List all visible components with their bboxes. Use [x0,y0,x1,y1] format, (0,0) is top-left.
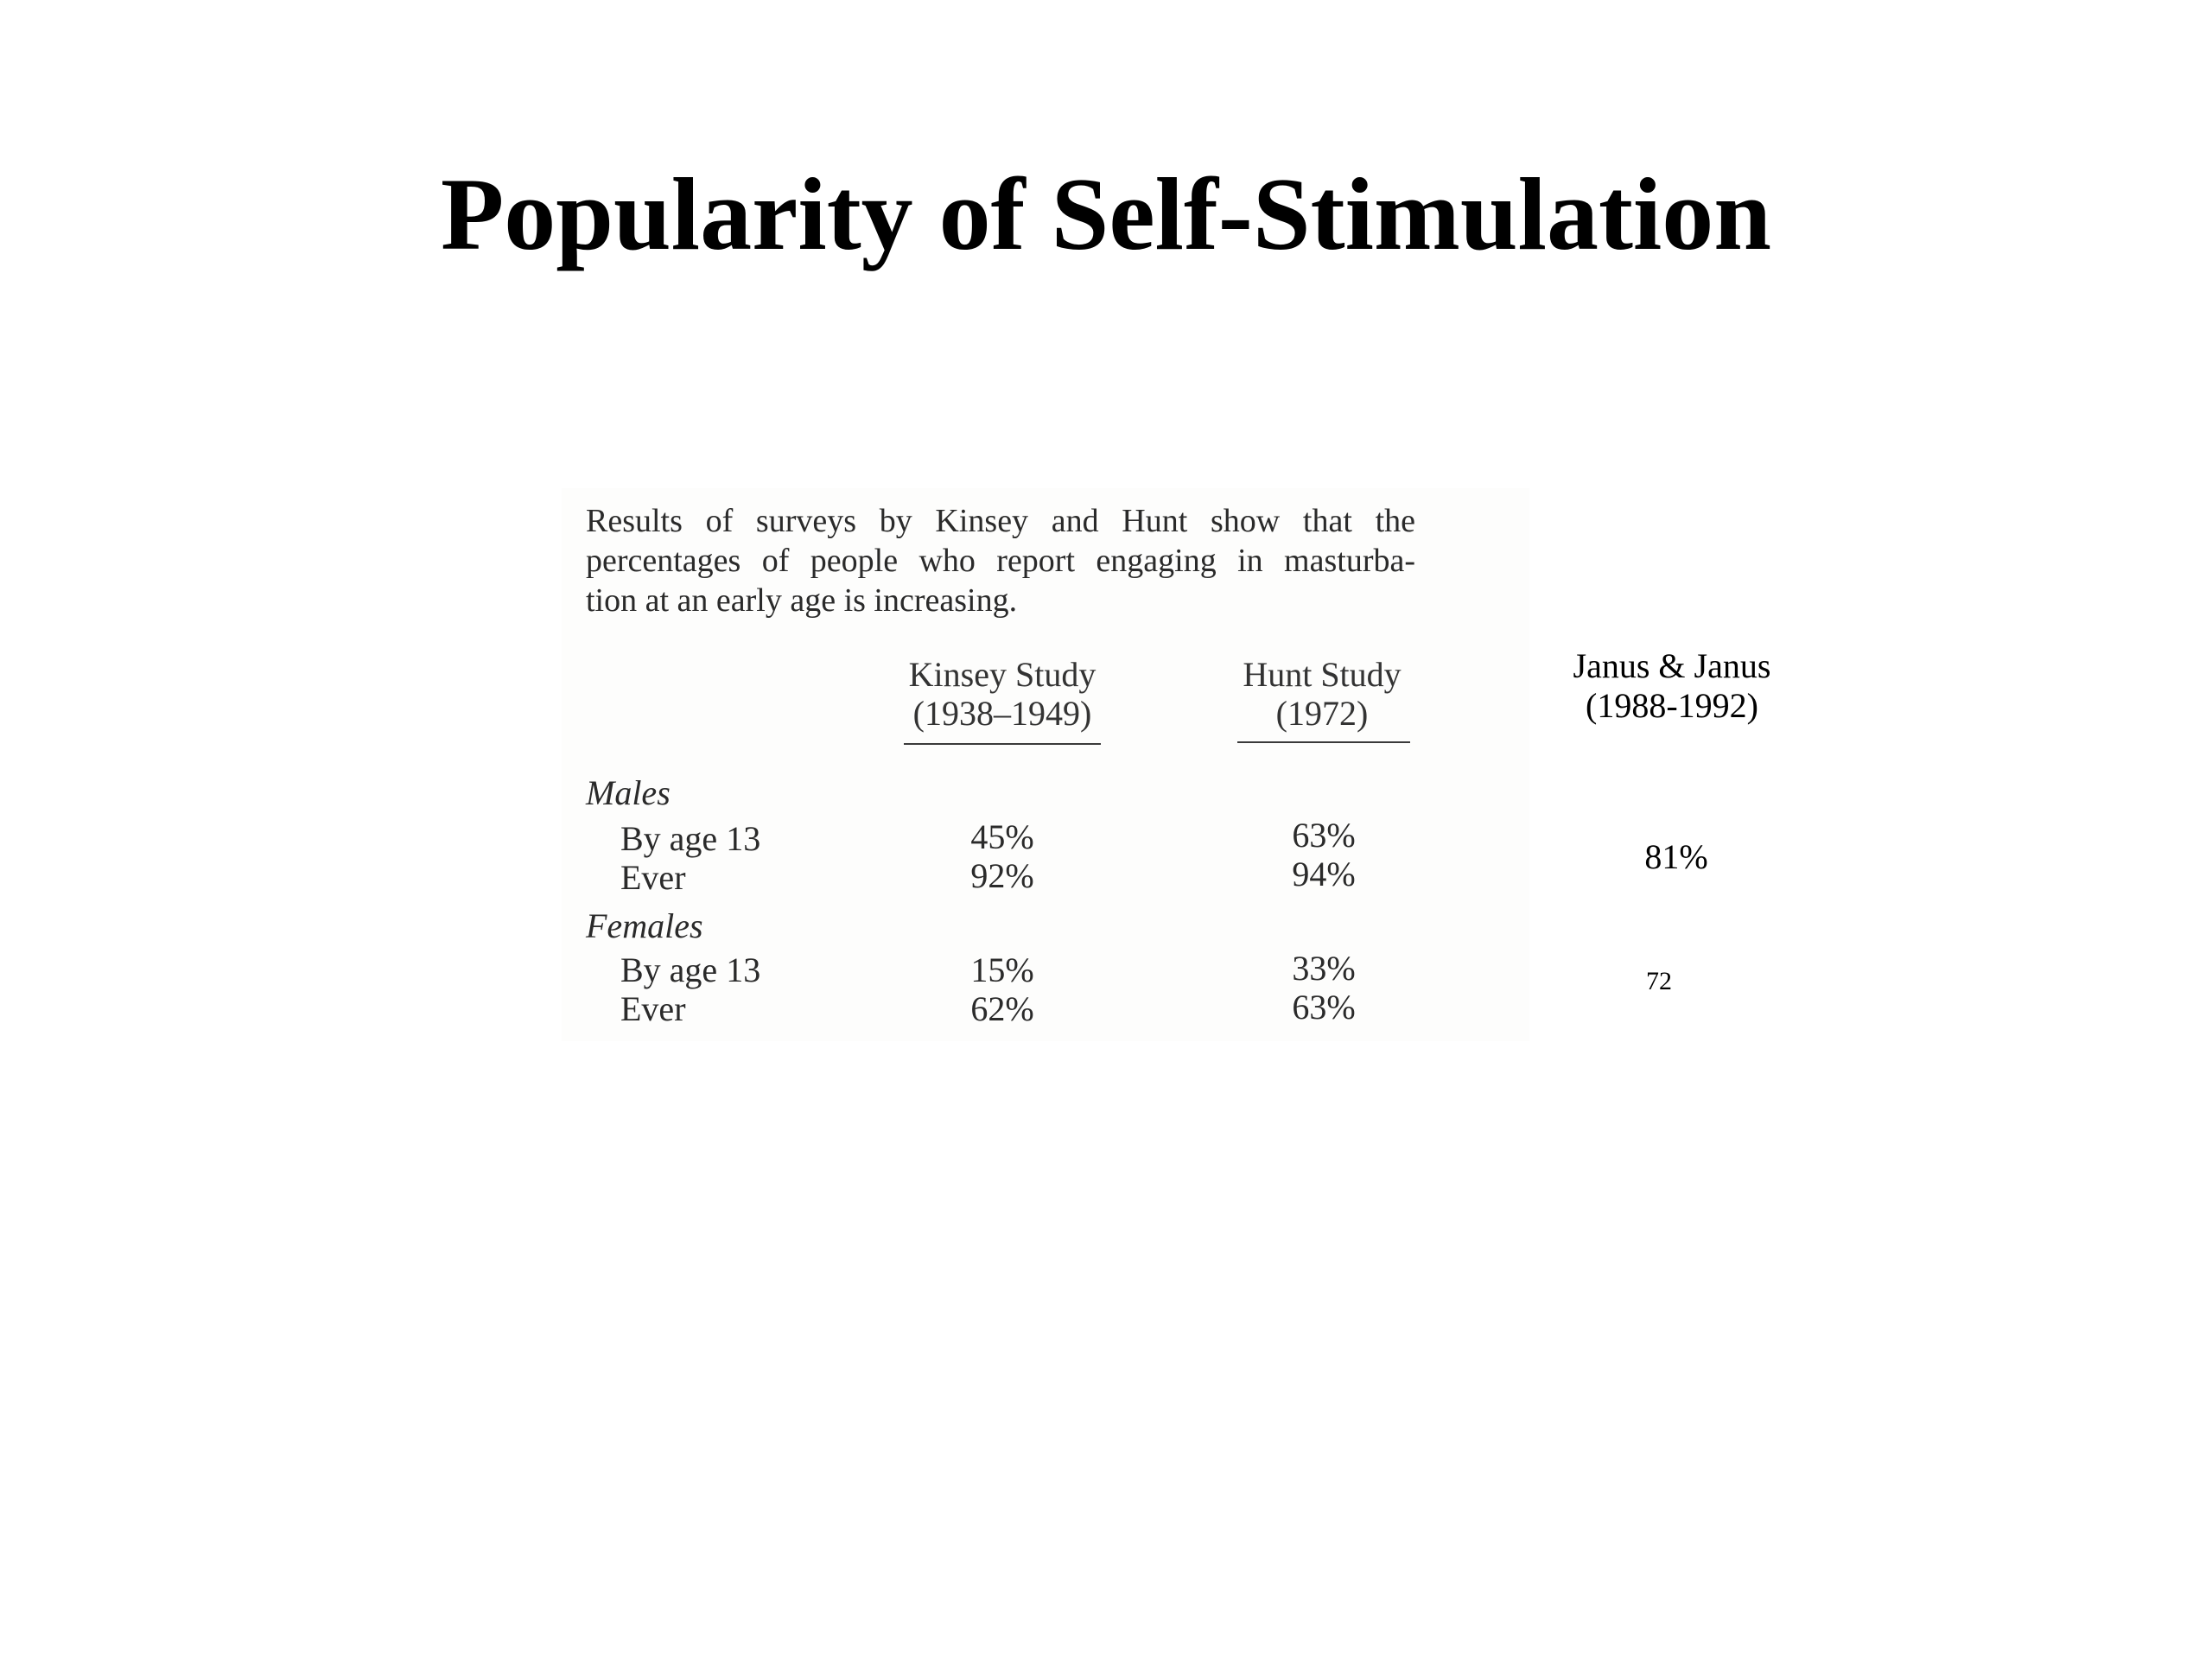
table-cell: 62% [970,989,1034,1028]
row-label: By age 13 [620,819,761,858]
row-label: By age 13 [620,950,761,989]
caption-line: Results of surveys by Kinsey and Hunt show that the [586,503,1415,539]
column-header-kinsey [899,655,1106,733]
column-header-years: (1972) [1275,694,1369,733]
janus-females-value: 72 [1646,967,1672,995]
table-caption [586,501,1415,620]
table-cell: 63% [1292,988,1356,1027]
column-header-name: Janus & Janus [1573,646,1771,685]
caption-line: percentages of people who report engaging in masturba- [586,543,1415,579]
column-header-rule [904,743,1101,745]
caption-line: tion at an early age is increasing. [586,582,1018,619]
column-header-janus [1547,646,1797,726]
column-header-years: (1938–1949) [912,694,1092,733]
column-header-hunt [1227,655,1417,733]
table-cell: 15% [970,950,1034,989]
column-header-years: (1988-1992) [1586,686,1758,725]
row-label: Ever [620,858,686,897]
janus-males-value: 81% [1644,837,1708,876]
row-label: Ever [620,989,686,1028]
column-header-rule [1237,741,1410,743]
column-header-name: Kinsey Study [908,655,1096,694]
slide-title: Popularity of Self-Stimulation [440,156,1772,272]
group-label-males: Males [586,773,671,812]
column-header-name: Hunt Study [1243,655,1402,694]
table-cell: 33% [1292,949,1356,988]
table-cell: 94% [1292,855,1356,893]
group-label-females: Females [586,906,703,945]
table-cell: 63% [1292,816,1356,855]
table-cell: 45% [970,817,1034,856]
table-cell: 92% [970,856,1034,895]
